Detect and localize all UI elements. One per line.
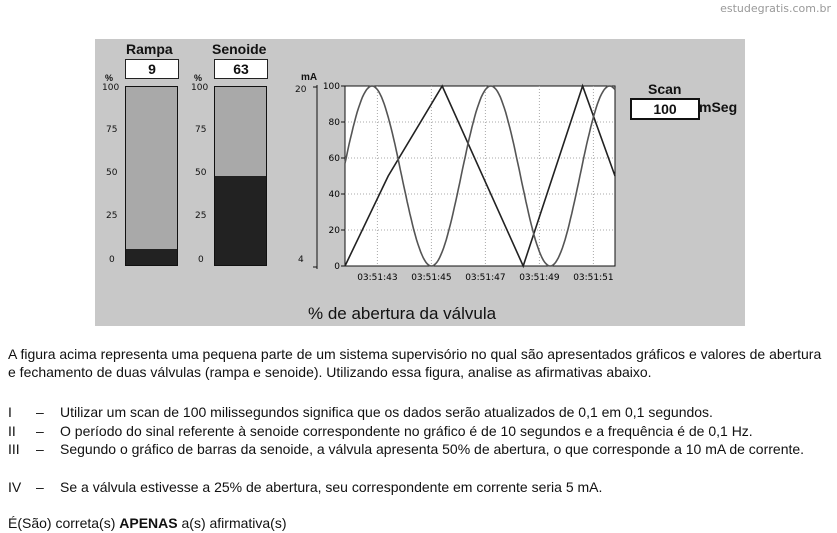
rampa-level-fill (126, 249, 177, 265)
scan-label: Scan (648, 81, 682, 97)
chart-caption: % de abertura da válvula (308, 304, 497, 323)
supervisory-screen (95, 39, 745, 326)
rampa-tick: 25 (106, 211, 118, 221)
x-tick-label: 03:51:51 (573, 273, 614, 283)
scan-input[interactable]: 100 (630, 98, 700, 120)
senoide-level-bar (214, 86, 267, 266)
statement-dash: – (36, 423, 44, 439)
statement-text: O período do sinal referente à senoide correspondente no gráfico é de 10 segundos e a frequência é de 0,1 Hz. (60, 423, 753, 439)
statement-text: Segundo o gráfico de barras da senoide, a válvula apresenta 50% de abertura, o que corresponde a 10 mA de corrente. (60, 441, 805, 457)
y-tick-label: 100 (322, 82, 340, 92)
rampa-value-box: 9 (125, 59, 179, 79)
x-tick-label: 03:51:47 (465, 273, 506, 283)
valve-chart (300, 77, 630, 292)
senoide-label: Senoide (212, 41, 267, 57)
senoide-tick: 50 (195, 168, 207, 178)
statement-text: Se a válvula estivesse a 25% de abertura, seu correspondente em corrente seria 5 mA. (60, 479, 603, 495)
y-tick-label: 0 (334, 262, 340, 272)
statement-number: I (8, 404, 12, 420)
ma-tick-top: 20 (295, 85, 307, 95)
rampa-tick: 0 (109, 255, 115, 265)
rampa-tick: 75 (106, 125, 118, 135)
question-prompt (8, 514, 287, 532)
question-intro: A figura acima representa uma pequena parte de um sistema supervisório no qual são apresentados gráficos e valores de abertura e fechamento de duas válvulas (rampa e senoide). Utilizando essa figura, analise as afirmativas abaixo. (8, 346, 822, 380)
rampa-level-bar (125, 86, 178, 266)
statement-dash: – (36, 404, 44, 420)
senoide-tick: 0 (198, 255, 204, 265)
x-tick-labels (357, 273, 613, 283)
statement-number: III (8, 441, 20, 457)
rampa-label: Rampa (126, 41, 173, 57)
senoide-value-box: 63 (214, 59, 268, 79)
statement-dash: – (36, 479, 44, 495)
watermark: estudegratis.com.br (720, 2, 831, 15)
x-tick-label: 03:51:45 (411, 273, 452, 283)
ma-tick-bottom: 4 (298, 255, 304, 265)
rampa-tick: 100 (102, 83, 120, 93)
scan-unit: mSeg (699, 99, 738, 115)
prompt-bold: APENAS (119, 515, 178, 531)
prompt-post: a(s) afirmativa(s) (177, 515, 287, 531)
statement-number: II (8, 423, 16, 439)
statement-number: IV (8, 479, 22, 495)
x-tick-label: 03:51:49 (519, 273, 560, 283)
senoide-tick: 100 (191, 83, 209, 93)
y-tick-label: 20 (328, 226, 340, 236)
y-tick-label: 60 (328, 154, 340, 164)
rampa-unit: % (105, 73, 114, 83)
y-tick-label: 80 (328, 118, 340, 128)
prompt-pre: É(São) correta(s) (8, 515, 120, 531)
y-tick-labels (323, 82, 345, 272)
senoide-tick: 75 (195, 125, 207, 135)
senoide-level-fill (215, 176, 266, 265)
senoide-tick: 25 (195, 211, 207, 221)
statement-dash: – (36, 441, 44, 457)
rampa-tick: 50 (106, 168, 118, 178)
statement-text: Utilizar um scan de 100 milissegundos significa que os dados serão atualizados de 0,1 em 0,1 segundos. (60, 404, 713, 420)
ma-unit: mA (301, 72, 318, 83)
y-tick-label: 40 (328, 190, 340, 200)
senoide-unit: % (194, 73, 203, 83)
x-tick-label: 03:51:43 (357, 273, 398, 283)
